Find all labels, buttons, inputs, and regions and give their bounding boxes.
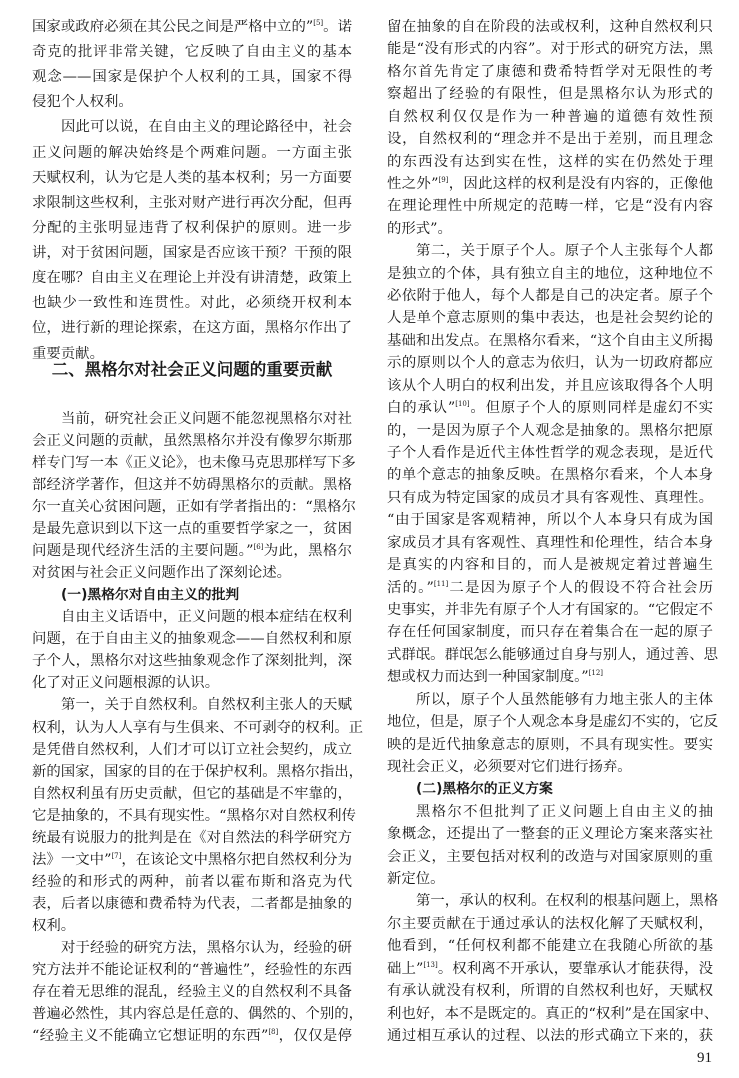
line-text: “经验主义不能确立它想证明的东西”: [32, 1028, 269, 1044]
section-subheading: (一)黑格尔对自由主义的批判: [61, 587, 240, 604]
text-line: 度在哪？自由主义在理论上并没有讲清楚，政策上: [32, 270, 352, 287]
text-line: 尔一直关心贫困问题，正如有学者指出的：“黑格尔: [32, 499, 356, 516]
paragraph-first-line: 所以，原子个人虽然能够有力地主张人的主体: [416, 691, 713, 708]
text-line: 式群氓。群氓怎么能够通过自身与别人，通过善、思: [387, 646, 718, 663]
text-line: 他看到，“任何权利都不能建立在我随心所欲的基: [387, 938, 713, 955]
text-line: 存在着无思维的混乱，经验主义的自然权利不具备: [32, 983, 352, 1000]
text-line: 天赋权利，认为它是人类的基本权利；另一方面要: [32, 169, 352, 186]
line-text: 国家或政府必须在其公民之间是严格中立的”: [32, 19, 314, 35]
line-text-tail: 二是因为原子个人的假设不符合社会历: [448, 579, 713, 596]
text-line: 史事实，并非先有原子个人才有国家的。“它假定不: [387, 601, 713, 618]
line-text-tail: ，仅仅是停: [278, 1028, 352, 1044]
paragraph-first-line: 第一，关于自然权利。自然权利主张人的天赋: [61, 697, 352, 714]
text-line: “由于国家是客观精神，所以个人本身只有成为国: [387, 512, 713, 529]
text-line: [387, 397, 713, 419]
text-line: 家成员才具有客观性、真理性和伦理性，结合本身: [387, 534, 713, 551]
text-line: 通过相互承认的过程、以法的形式确立下来的，获: [387, 1028, 713, 1044]
text-line: 利也好，本不是既定的。真正的“权利”是在国家中、: [387, 1005, 719, 1022]
text-line: [387, 577, 713, 599]
text-line: [32, 16, 352, 38]
citation-ref: [13]: [423, 960, 438, 969]
text-line: 会正义问题的贡献，虽然黑格尔并没有像罗尔斯那: [32, 433, 352, 450]
text-line: 新的国家，国家的目的在于保护权利。黑格尔指出，: [32, 763, 363, 780]
text-line: [387, 666, 713, 688]
text-line: [32, 540, 352, 562]
text-line: 对贫困与社会正义问题作出了深刻论述。: [32, 565, 292, 582]
right-column: [387, 0, 719, 1078]
text-line: 也缺少一致性和连贯性。对此，必须绕开权利本: [32, 295, 352, 312]
section-subheading: (二)黑格尔的正义方案: [416, 781, 553, 798]
text-line: 有承认就没有权利，所谓的自然权利也好，天赋权: [387, 983, 713, 1000]
text-line: 的单个意志的抽象反映。在黑格尔看来，个人本身: [387, 467, 713, 484]
text-line: 地位，但是，原子个人观念本身是虚幻不实的，它反: [387, 714, 718, 731]
text-line: 留在抽象的自在阶段的法或权利，这种自然权利只: [387, 19, 713, 35]
text-line: 人是单个意志原则的集中表达，也是社会契约论的: [387, 310, 713, 327]
line-text: 想或权力而达到一种国家制度。”: [387, 669, 589, 686]
citation-ref: [5]: [313, 19, 324, 27]
text-line: 现社会正义，必须要对它们进行扬弃。: [387, 758, 632, 775]
text-line: 求限制这些权利，主张对财产进行再次分配，但再: [32, 194, 352, 211]
text-line: 问题，在于自由主义的抽象观念——自然权利和原: [32, 631, 352, 648]
paragraph-first-line: 第一，承认的权利。在权利的根基问题上，黑格: [416, 893, 719, 910]
citation-ref: [10]: [455, 400, 470, 409]
text-line: 讲，对于贫困问题，国家是否应该干预？干预的限: [32, 245, 352, 262]
text-line: 设，自然权利的“理念并不是出于差别，而且理念: [387, 131, 713, 148]
text-line: [387, 173, 713, 195]
text-line: 会正义，主要包括对权利的改造与对国家原则的重: [387, 848, 713, 865]
text-line: 奇克的批评非常关键，它反映了自由主义的基本: [32, 44, 352, 61]
section-heading: 二、黑格尔对社会正义问题的重要贡献: [51, 360, 333, 379]
text-line: 普遍必然性，其内容总是任意的、偶然的、个别的，: [32, 1005, 363, 1022]
text-line: 部经济学著作，但这并不妨碍黑格尔的贡献。黑格: [32, 477, 352, 494]
text-line: 权利，认为人人享有与生俱来、不可剥夺的权利。正: [32, 719, 363, 736]
text-line: 正义问题的解决始终是个两难问题。一方面主张: [32, 144, 352, 161]
text-line: 的，一是因为原子个人观念是抽象的。黑格尔把原: [387, 422, 713, 439]
text-line: 它是抽象的，不具有现实性。“黑格尔对自然权利传: [32, 807, 356, 824]
line-text: 法》一文中”: [32, 851, 112, 868]
text-line: 侵犯个人权利。: [32, 94, 133, 111]
line-text: 活的。”: [387, 579, 434, 596]
text-line: 重要贡献。: [32, 345, 104, 362]
text-line: 子个人，黑格尔对这些抽象观念作了深刻批判，深: [32, 653, 352, 670]
text-line: 能是“没有形式的内容”。对于形式的研究方法，黑: [387, 41, 713, 58]
text-line: 是独立的个体，具有独立自主的地位，这种地位不: [387, 265, 713, 282]
line-text-tail: 。但原子个人的原则同样是虚幻不实: [469, 400, 713, 417]
line-text: 白的承认”: [387, 400, 456, 417]
citation-ref: [8]: [268, 1028, 279, 1036]
text-line: 新定位。: [387, 871, 445, 888]
citation-ref: [6]: [253, 543, 264, 552]
line-text-tail: 。权利离不开承认，要靠承认才能获得，没: [437, 960, 713, 977]
page-number: 91: [697, 1050, 712, 1066]
text-line: 是凭借自然权利，人们才可以订立社会契约，成立: [32, 741, 352, 758]
text-line: 基础和出发点。在黑格尔看来，“这个自由主义所揭: [387, 332, 713, 349]
text-line: 是真实的内容和目的，而人是被规定着过普遍生: [387, 557, 713, 574]
text-line: 自然权利仅仅是作为一种普遍的道德有效性预: [387, 108, 713, 125]
line-text-tail: 为此，黑格尔: [263, 543, 352, 560]
text-line: 该从个人明白的权利出发，并且应该取得各个人明: [387, 377, 713, 394]
paragraph-first-line: 黑格尔不但批判了正义问题上自由主义的抽: [416, 803, 713, 820]
text-line: 是最先意识到以下这一点的重要哲学家之一，贫困: [32, 521, 352, 538]
text-line: 子个人看作是近代主体性哲学的观念表现，是近代: [387, 445, 713, 462]
text-line: 格尔首先肯定了康德和费希特哲学对无限性的考: [387, 63, 713, 80]
paragraph-first-line: 因此可以说，在自由主义的理论路径中，社会: [61, 119, 352, 136]
paragraph-first-line: 第二，关于原子个人。原子个人主张每个人都: [416, 243, 713, 260]
text-line: 察超出了经验的有限性，但是黑格尔认为形式的: [387, 86, 713, 103]
paragraph-first-line: 对于经验的研究方法，黑格尔认为，经验的研: [61, 939, 352, 956]
text-line: [32, 849, 352, 871]
text-line: 统最有说服力的批判是在《对自然法的科学研究方: [32, 829, 352, 846]
text-line: 位，进行新的理论探索，在这方面，黑格尔作出了: [32, 320, 352, 337]
text-line: 只有成为特定国家的成员才具有客观性、真理性。: [387, 489, 713, 506]
citation-ref: [7]: [111, 851, 122, 860]
line-text: 性之外”: [387, 175, 439, 192]
text-line: 自然权利虽有历史贡献，但它的基础是不牢靠的，: [32, 785, 352, 802]
text-line: 经验的和形式的两种，前者以霍布斯和洛克为代: [32, 873, 352, 890]
citation-ref: [11]: [433, 579, 449, 588]
text-line: [32, 1025, 352, 1047]
text-line: 样专门写一本《正义论》，也未像马克思那样写下多: [32, 455, 356, 472]
text-line: 化了对正义问题根源的认识。: [32, 675, 220, 692]
text-line: 的形式”。: [387, 220, 452, 237]
line-text-tail: 。诺: [323, 19, 352, 35]
text-line: [387, 958, 713, 980]
text-line: 究方法并不能论证权利的“普遍性”，经验性的东西: [32, 961, 352, 978]
text-line: 权利。: [32, 917, 76, 934]
left-column: [32, 0, 363, 1078]
text-line: 必依附于他人，每个人都是自己的决定者。原子个: [387, 288, 713, 305]
text-line: 示的原则以个人的意志为依归，认为一切政府都应: [387, 355, 713, 372]
line-text: 础上”: [387, 960, 424, 977]
text-line: 映的是近代抽象意志的原则，不具有现实性。要实: [387, 736, 713, 753]
text-line: 的东西没有达到实在性，这样的实在仍然处于理: [387, 153, 713, 170]
text-line: 分配的主张明显违背了权利保护的原则。进一步: [32, 219, 352, 236]
text-line: 象概念，还提出了一整套的正义理论方案来落实社: [387, 826, 713, 843]
text-line: 在理论理性中所规定的范畴一样，它是“没有内容: [387, 198, 713, 215]
line-text: 问题是现代经济生活的主要问题。”: [32, 543, 254, 560]
line-text-tail: ，在该论文中黑格尔把自然权利分为: [121, 851, 352, 868]
text-line: 存在任何国家制度，而只存在着集合在一起的原子: [387, 624, 713, 641]
citation-ref: [9]: [438, 175, 449, 184]
paragraph-first-line: 当前，研究社会正义问题不能忽视黑格尔对社: [61, 411, 352, 427]
text-line: 表，后者以康德和费希特为代表，二者都是抽象的: [32, 895, 352, 912]
line-text-tail: ，因此这样的权利是没有内容的，正像他: [448, 175, 713, 192]
text-line: 尔主要贡献在于通过承认的法权化解了天赋权利，: [387, 915, 713, 932]
paragraph-first-line: 自由主义话语中，正义问题的根本症结在权利: [61, 609, 352, 626]
text-line: 观念——国家是保护个人权利的工具，国家不得: [32, 69, 352, 86]
citation-ref: [12]: [588, 669, 604, 678]
